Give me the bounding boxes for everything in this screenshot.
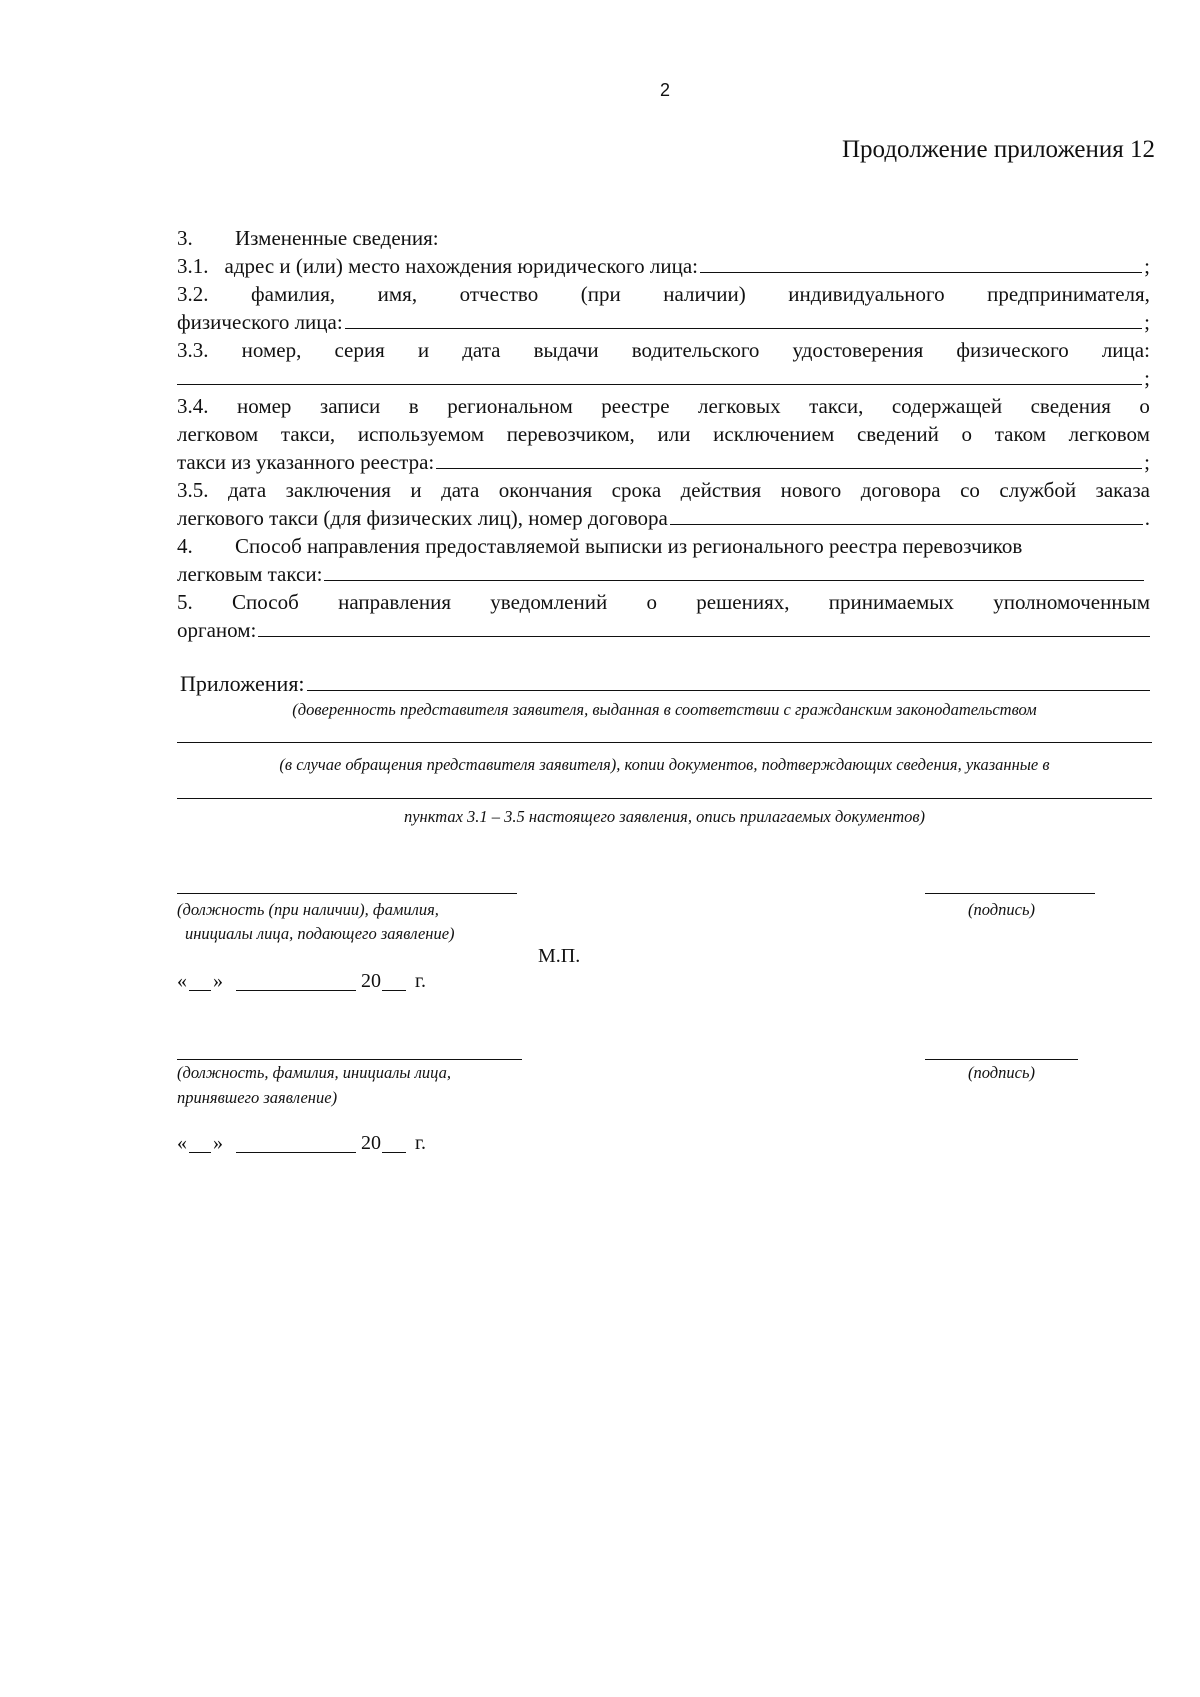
field-3-2-blank[interactable] [345,308,1142,329]
word: отчество [459,282,539,306]
field-3-2-line2 [177,308,1150,336]
attachments-blank-1[interactable] [307,670,1150,691]
section-5-label: органом: [177,618,257,642]
word: о [961,422,973,446]
field-3-3-blank[interactable] [177,364,1142,385]
word: (при [580,282,621,306]
word: о [646,590,658,614]
appendix-continuation-header: Продолжение приложения 12 [841,136,1155,163]
word: физического [956,338,1069,362]
field-3-3-line1 [177,336,1150,364]
applicant-signature-caption: (подпись) [968,900,1035,919]
date-day-blank[interactable] [189,1152,211,1153]
receiver-caption-2: принявшего заявление) [177,1088,338,1107]
word: заказа [1095,478,1150,502]
word: 5. [177,590,193,614]
field-3-4-label: такси из указанного реестра: [177,450,435,474]
word: дата [441,478,480,502]
page-number: 2 [660,80,671,100]
word: Способ [232,590,299,614]
word: действия [680,478,762,502]
attachments-hint-3: пунктах 3.1 – 3.5 настоящего заявления, опись прилагаемых документов) [403,807,926,826]
date-close-quote: » [213,970,223,992]
section-5-blank[interactable] [258,616,1150,637]
attachments-label: Приложения: [180,671,305,696]
date-year-blank[interactable] [382,1152,406,1153]
date-day-blank[interactable] [189,990,211,991]
date-month-blank[interactable] [236,990,356,991]
field-3-4-line1 [177,392,1150,420]
word: уведомлений [490,590,608,614]
word: используемом [357,422,484,446]
field-3-1-number: 3.1. [177,254,209,278]
word: срока [611,478,662,502]
word: реестре [601,394,670,418]
section-4-blank[interactable] [324,560,1144,581]
receiver-position-name-line[interactable] [177,1059,522,1060]
attachments-blank-3[interactable] [177,798,1152,799]
receiver-signature-line[interactable] [925,1059,1078,1060]
section-3-number: 3. [177,226,193,250]
applicant-date-row [177,970,437,996]
applicant-caption-2: инициалы лица, подающего заявление) [185,924,455,943]
field-3-4-end: ; [1144,450,1150,474]
word: дата [227,478,267,502]
word: и [410,478,422,502]
section-5-line1 [177,588,1150,616]
field-3-4-line3 [177,448,1150,476]
word: исключением [713,422,835,446]
word: содержащей [891,394,1003,418]
word: индивидуального [788,282,945,306]
word: окончания [498,478,593,502]
word: региональном [447,394,573,418]
word: записи [319,394,381,418]
word: легковом [1068,422,1150,446]
word: договора [860,478,941,502]
field-3-3-line2 [177,364,1150,392]
receiver-caption-1: (должность, фамилия, инициалы лица, [177,1063,451,1082]
section-4-number: 4. [177,534,193,558]
date-year-suffix: г. [415,1132,426,1154]
attachments-blank-2[interactable] [177,742,1152,743]
receiver-signature-caption: (подпись) [968,1063,1035,1082]
word: 3.4. [177,394,209,418]
word: такси, [280,422,336,446]
word: направления [338,590,452,614]
word: заключения [285,478,391,502]
field-3-4-line2 [177,420,1150,448]
section-4-label: легковым такси: [177,562,323,586]
word: сведений [856,422,939,446]
word: сведения [1030,394,1111,418]
word: номер, [241,338,302,362]
field-3-2-label: физического лица: [177,310,343,334]
date-year-prefix: 20 [361,970,381,992]
word: или [657,422,691,446]
word: со [960,478,980,502]
word: легковом [177,422,259,446]
applicant-signature-line[interactable] [925,893,1095,894]
field-3-5-line2 [177,504,1150,532]
word: 3.3. [177,338,209,362]
field-3-1-blank[interactable] [700,252,1142,273]
date-open-quote: « [177,1132,187,1154]
word: перевозчиком, [506,422,635,446]
field-3-5-end: . [1144,506,1150,530]
field-3-5-blank[interactable] [670,504,1143,525]
receiver-date-row [177,1132,437,1158]
word: наличии) [663,282,746,306]
word: фамилия, [251,282,336,306]
section-4-title: Способ направления предоставляемой выписки из регионального реестра перевозчиков [235,534,1023,558]
word: принимаемых [828,590,954,614]
word: о [1139,394,1150,418]
word: службой [999,478,1077,502]
field-3-1-label: адрес и (или) место нахождения юридического лица: [224,254,699,278]
word: 3.5. [177,478,209,502]
field-3-5-line1 [177,476,1150,504]
word: имя, [377,282,418,306]
word: удостоверения [792,338,924,362]
date-open-quote: « [177,970,187,992]
field-3-5-label: легкового такси (для физических лиц), номер договора [177,506,668,530]
section-5-line2 [177,616,1152,644]
word: таком [994,422,1046,446]
word: серия [334,338,385,362]
word: предпринимателя, [987,282,1150,306]
word: решениях, [696,590,790,614]
field-3-3-end: ; [1144,366,1150,390]
word: дата [462,338,501,362]
field-3-2-line1 [177,280,1150,308]
date-year-blank[interactable] [382,990,406,991]
attachments-row [180,670,1152,698]
word: легковых [698,394,781,418]
applicant-position-name-line[interactable] [177,893,517,894]
word: выдачи [533,338,599,362]
word: уполномоченным [993,590,1150,614]
field-3-4-blank[interactable] [436,448,1142,469]
word: водительского [631,338,760,362]
field-3-1-address [177,252,1150,280]
date-year-suffix: г. [415,970,426,992]
date-close-quote: » [213,1132,223,1154]
section-3-title: Измененные сведения: [235,226,439,250]
word: в [408,394,419,418]
attachments-hint-2: (в случае обращения представителя заявителя), копии документов, подтверждающих сведения, указанные в [279,755,1050,774]
field-3-2-end: ; [1144,310,1150,334]
word: номер [236,394,292,418]
date-month-blank[interactable] [236,1152,356,1153]
word: нового [780,478,842,502]
applicant-caption-1: (должность (при наличии), фамилия, [177,900,439,919]
word: и [417,338,430,362]
stamp-place-label: М.П. [538,945,581,967]
section-4-line2 [177,560,1146,588]
word: 3.2. [177,282,209,306]
date-year-prefix: 20 [361,1132,381,1154]
word: такси, [809,394,864,418]
field-3-1-end: ; [1144,254,1150,278]
word: лица: [1101,338,1150,362]
attachments-hint-1: (доверенность представителя заявителя, выданная в соответствии с гражданским законодательством [292,700,1037,719]
